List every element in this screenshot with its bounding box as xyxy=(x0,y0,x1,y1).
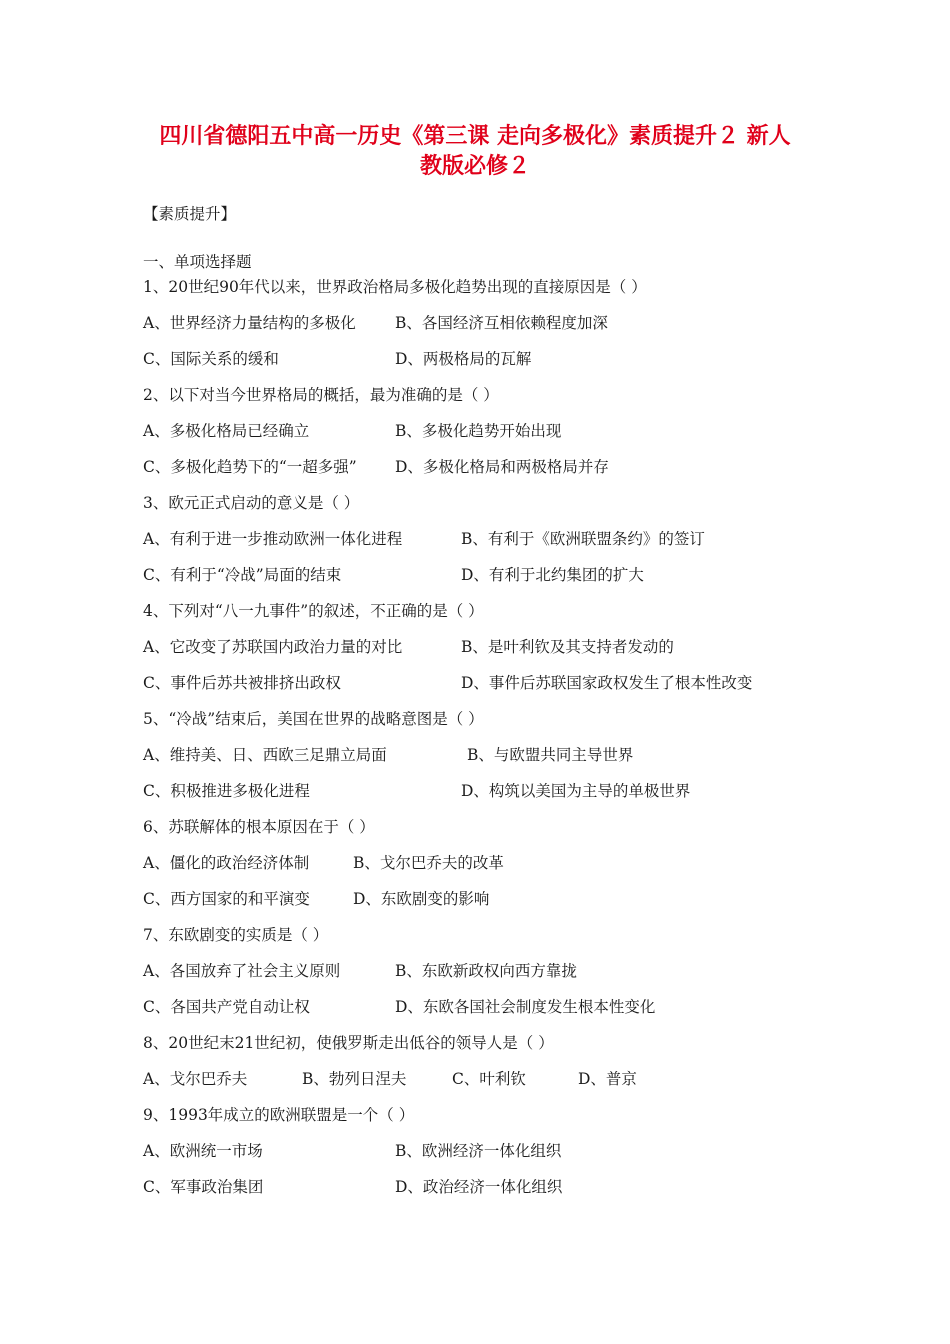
section-label: 【素质提升】 xyxy=(143,205,237,223)
question-stem: 6、苏联解体的根本原因在于（ ） xyxy=(143,818,375,836)
option-d: D、有利于北约集团的扩大 xyxy=(461,566,644,584)
question-stem: 9、1993年成立的欧洲联盟是一个（ ） xyxy=(143,1106,415,1124)
option-d: D、多极化格局和两极格局并存 xyxy=(395,458,609,476)
option-c: C、叶利钦 xyxy=(452,1070,526,1088)
option-c: C、事件后苏共被排挤出政权 xyxy=(143,674,341,692)
option-d: D、两极格局的瓦解 xyxy=(395,350,532,368)
option-c: C、西方国家的和平演变 xyxy=(143,890,310,908)
option-a: A、各国放弃了社会主义原则 xyxy=(143,962,341,980)
part-label: 一、单项选择题 xyxy=(143,253,252,271)
option-d: D、东欧剧变的影响 xyxy=(353,890,490,908)
option-b: B、多极化趋势开始出现 xyxy=(395,422,562,440)
document-title-line-2: 教版必修２ xyxy=(419,153,530,179)
option-a: A、欧洲统一市场 xyxy=(143,1142,263,1160)
option-d: D、普京 xyxy=(578,1070,637,1088)
option-d: D、东欧各国社会制度发生根本性变化 xyxy=(395,998,656,1016)
option-b: B、各国经济互相依赖程度加深 xyxy=(395,314,608,332)
option-c: C、军事政治集团 xyxy=(143,1178,264,1196)
option-b: B、东欧新政权向西方靠拢 xyxy=(395,962,577,980)
option-a: A、多极化格局已经确立 xyxy=(143,422,310,440)
option-a: A、维持美、日、西欧三足鼎立局面 xyxy=(143,746,387,764)
option-c: C、国际关系的缓和 xyxy=(143,350,279,368)
option-a: A、它改变了苏联国内政治力量的对比 xyxy=(143,638,403,656)
option-b: B、勃列日涅夫 xyxy=(302,1070,407,1088)
document-title-line-1: 四川省德阳五中高一历史《第三课 走向多极化》素质提升２ 新人 xyxy=(159,123,791,149)
option-a: A、世界经济力量结构的多极化 xyxy=(143,314,356,332)
option-d: D、构筑以美国为主导的单极世界 xyxy=(461,782,691,800)
option-a: A、有利于进一步推动欧洲一体化进程 xyxy=(143,530,403,548)
question-stem: 8、20世纪末21世纪初，使俄罗斯走出低谷的领导人是（ ） xyxy=(143,1034,554,1052)
option-c: C、多极化趋势下的“一超多强” xyxy=(143,458,357,476)
question-stem: 2、以下对当今世界格局的概括，最为准确的是（ ） xyxy=(143,386,499,404)
option-a: A、僵化的政治经济体制 xyxy=(143,854,310,872)
option-b: B、欧洲经济一体化组织 xyxy=(395,1142,562,1160)
option-c: C、各国共产党自动让权 xyxy=(143,998,310,1016)
option-d: D、政治经济一体化组织 xyxy=(395,1178,563,1196)
option-d: D、事件后苏联国家政权发生了根本性改变 xyxy=(461,674,753,692)
option-a: A、戈尔巴乔夫 xyxy=(143,1070,248,1088)
option-b: B、是叶利钦及其支持者发动的 xyxy=(461,638,674,656)
option-b: B、与欧盟共同主导世界 xyxy=(467,746,634,764)
option-c: C、有利于“冷战”局面的结束 xyxy=(143,566,342,584)
option-b: B、有利于《欧洲联盟条约》的签订 xyxy=(461,530,705,548)
question-stem: 1、20世纪90年代以来，世界政治格局多极化趋势出现的直接原因是（ ） xyxy=(143,278,647,296)
question-stem: 4、下列对“八一九事件”的叙述，不正确的是（ ） xyxy=(143,602,484,620)
option-b: B、戈尔巴乔夫的改革 xyxy=(353,854,504,872)
question-stem: 5、“冷战”结束后，美国在世界的战略意图是（ ） xyxy=(143,710,484,728)
question-stem: 3、欧元正式启动的意义是（ ） xyxy=(143,494,360,512)
question-stem: 7、东欧剧变的实质是（ ） xyxy=(143,926,329,944)
option-c: C、积极推进多极化进程 xyxy=(143,782,310,800)
